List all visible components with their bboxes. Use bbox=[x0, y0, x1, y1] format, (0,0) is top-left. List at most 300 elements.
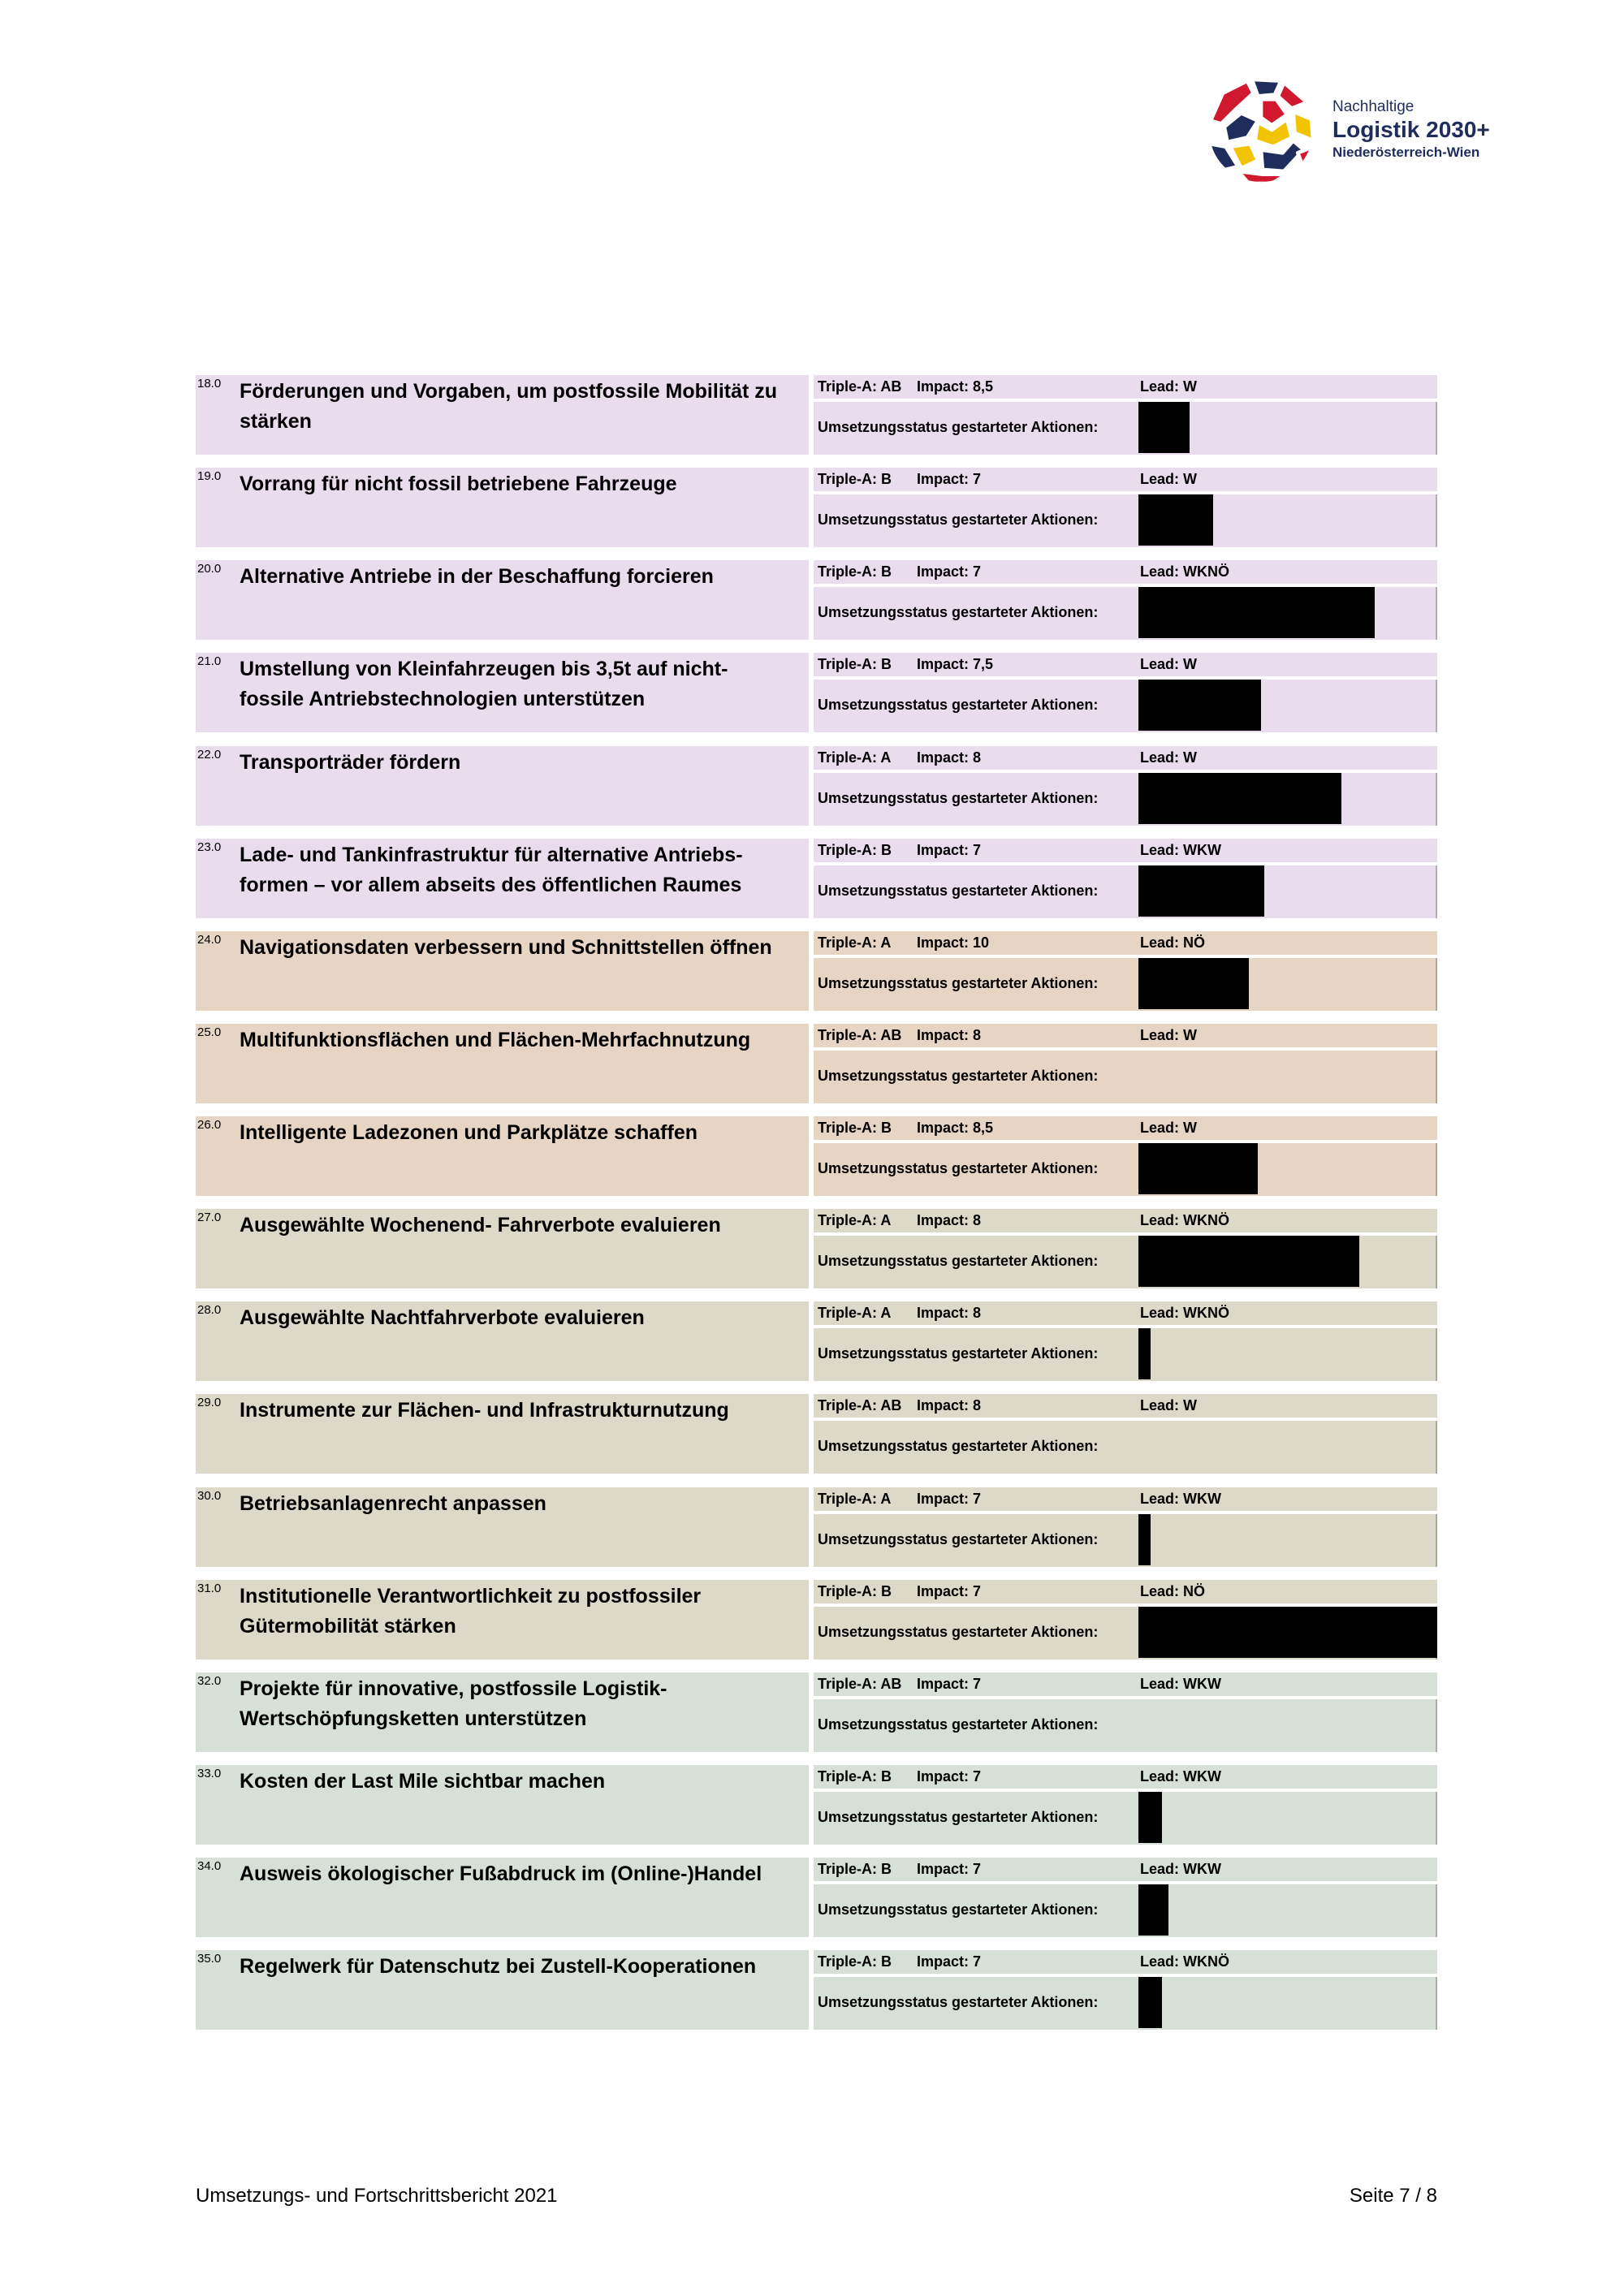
measure-title-cell bbox=[196, 746, 809, 826]
measure-rating-strip bbox=[814, 1301, 1437, 1325]
triple-a-label: Triple-A: bbox=[818, 934, 878, 951]
implementation-status-label: Umsetzungsstatus gestarteter Aktionen: bbox=[818, 697, 1099, 714]
lead-value: WKW bbox=[1183, 1861, 1222, 1877]
impact-value: 7 bbox=[973, 1861, 982, 1877]
lead-label: Lead: bbox=[1140, 1212, 1180, 1229]
impact-value: 7 bbox=[973, 841, 982, 858]
status-bar-track bbox=[1138, 494, 1437, 546]
measure-title-line: Navigationsdaten verbessern und Schnittstellen öffnen bbox=[240, 935, 772, 959]
measure-title-line: Ausgewählte Wochenend- Fahrverbote evaluieren bbox=[240, 1214, 721, 1237]
measure-number: 22.0 bbox=[197, 747, 222, 762]
triple-a-rating bbox=[818, 839, 892, 862]
status-bar-track bbox=[1138, 1328, 1437, 1379]
lead-value: WKNÖ bbox=[1183, 1305, 1230, 1322]
measure-number: 28.0 bbox=[197, 1303, 222, 1318]
measure-title-line: Regelwerk für Datenschutz bei Zustell-Kooperationen bbox=[240, 1955, 757, 1979]
impact-value: 7 bbox=[973, 1767, 982, 1785]
triple-a-value: A bbox=[880, 934, 892, 951]
lead-info bbox=[1140, 468, 1197, 491]
impact-rating bbox=[917, 1024, 981, 1047]
lead-value: W bbox=[1183, 656, 1198, 673]
triple-a-rating bbox=[818, 1116, 892, 1140]
lead-label: Lead: bbox=[1140, 841, 1180, 858]
measure-rating-strip bbox=[814, 839, 1437, 862]
measure-number: 23.0 bbox=[197, 839, 222, 854]
lead-info bbox=[1140, 839, 1221, 862]
impact-value: 8,5 bbox=[973, 1120, 994, 1136]
measure-info-cell bbox=[814, 1487, 1437, 1567]
impact-label: Impact: bbox=[917, 1026, 970, 1043]
measure-row bbox=[196, 1024, 1437, 1103]
implementation-status-cell bbox=[814, 1421, 1437, 1474]
implementation-status-label: Umsetzungsstatus gestarteter Aktionen: bbox=[818, 1808, 1099, 1825]
impact-label: Impact: bbox=[917, 1305, 970, 1322]
impact-label: Impact: bbox=[917, 1675, 970, 1692]
status-bar-track bbox=[1138, 1143, 1437, 1194]
measure-title-cell bbox=[196, 1765, 809, 1845]
measure-title bbox=[240, 654, 728, 714]
measure-row bbox=[196, 1116, 1437, 1196]
lead-value: WKNÖ bbox=[1183, 1953, 1230, 1970]
lead-label: Lead: bbox=[1140, 563, 1180, 580]
measure-title-cell bbox=[196, 1580, 809, 1659]
measure-title-cell bbox=[196, 1394, 809, 1474]
measure-row bbox=[196, 560, 1437, 640]
triple-a-label: Triple-A: bbox=[818, 1305, 878, 1322]
measure-title-line: stärken bbox=[240, 410, 312, 433]
implementation-status-cell bbox=[814, 1328, 1437, 1381]
triple-a-rating bbox=[818, 746, 891, 770]
measure-title-cell bbox=[196, 1116, 809, 1196]
measure-rating-strip bbox=[814, 1672, 1437, 1696]
triple-a-value: B bbox=[881, 656, 892, 673]
lead-info bbox=[1140, 1301, 1229, 1325]
triple-a-rating bbox=[818, 1950, 892, 1974]
footer-page-number: Seite 7 / 8 bbox=[1349, 2185, 1437, 2207]
implementation-status-label: Umsetzungsstatus gestarteter Aktionen: bbox=[818, 1067, 1099, 1084]
impact-value: 8 bbox=[973, 1397, 982, 1414]
measure-row bbox=[196, 1858, 1437, 1937]
measure-rating-strip bbox=[814, 1024, 1437, 1047]
measure-rating-strip bbox=[814, 1394, 1437, 1418]
triple-a-label: Triple-A: bbox=[818, 378, 878, 395]
measure-info-cell bbox=[814, 839, 1437, 918]
measure-rating-strip bbox=[814, 468, 1437, 491]
status-bar bbox=[1138, 1977, 1162, 2028]
status-bar bbox=[1138, 402, 1190, 453]
impact-value: 7 bbox=[973, 563, 982, 580]
impact-rating bbox=[917, 1209, 981, 1232]
measure-title bbox=[240, 562, 714, 592]
impact-rating bbox=[917, 468, 981, 491]
lead-label: Lead: bbox=[1140, 471, 1180, 488]
measure-title-line: fossile Antriebstechnologien unterstützen bbox=[240, 688, 646, 711]
impact-rating bbox=[917, 1487, 981, 1511]
implementation-status-label: Umsetzungsstatus gestarteter Aktionen: bbox=[818, 1716, 1099, 1733]
lead-value: W bbox=[1183, 1397, 1198, 1414]
lead-info bbox=[1140, 1116, 1197, 1140]
triple-a-label: Triple-A: bbox=[818, 841, 878, 858]
implementation-status-cell bbox=[814, 494, 1437, 547]
triple-a-value: A bbox=[880, 1490, 892, 1507]
lead-info bbox=[1140, 746, 1197, 770]
lead-info bbox=[1140, 1024, 1197, 1047]
measure-title-line: Transporträder fördern bbox=[240, 750, 461, 774]
measure-title-cell bbox=[196, 839, 809, 918]
impact-rating bbox=[917, 375, 993, 399]
lead-info bbox=[1140, 1394, 1197, 1418]
impact-rating bbox=[917, 1765, 981, 1789]
measure-title-line: Wertschöpfungsketten unterstützen bbox=[240, 1707, 587, 1730]
triple-a-label: Triple-A: bbox=[818, 1120, 878, 1136]
measure-title-line: Gütermobilität stärken bbox=[240, 1614, 456, 1638]
impact-value: 7 bbox=[973, 1490, 982, 1507]
impact-value: 10 bbox=[973, 934, 990, 951]
triple-a-rating bbox=[818, 1487, 891, 1511]
implementation-status-label: Umsetzungsstatus gestarteter Aktionen: bbox=[818, 1160, 1099, 1176]
measure-title-line: Institutionelle Verantwortlichkeit zu postfossiler bbox=[240, 1584, 702, 1608]
implementation-status-label: Umsetzungsstatus gestarteter Aktionen: bbox=[818, 1345, 1099, 1362]
measure-info-cell bbox=[814, 746, 1437, 826]
triple-a-rating bbox=[818, 931, 891, 955]
measure-number: 35.0 bbox=[197, 1952, 222, 1966]
status-bar-track bbox=[1138, 865, 1437, 917]
triple-a-value: B bbox=[881, 1861, 892, 1877]
measure-info-cell bbox=[814, 1858, 1437, 1937]
measure-number: 20.0 bbox=[197, 562, 222, 576]
triple-a-value: A bbox=[880, 1305, 892, 1322]
triple-a-value: B bbox=[881, 1767, 892, 1785]
measure-number: 31.0 bbox=[197, 1581, 222, 1595]
lead-label: Lead: bbox=[1140, 1120, 1180, 1136]
measure-rating-strip bbox=[814, 653, 1437, 676]
measure-title bbox=[240, 1211, 721, 1241]
lead-info bbox=[1140, 560, 1229, 584]
triple-a-label: Triple-A: bbox=[818, 1212, 878, 1229]
measure-info-cell bbox=[814, 560, 1437, 640]
triple-a-rating bbox=[818, 560, 892, 584]
measure-rating-strip bbox=[814, 1950, 1437, 1974]
triple-a-value: AB bbox=[880, 1397, 902, 1414]
measure-rating-strip bbox=[814, 1116, 1437, 1140]
lead-value: WKW bbox=[1183, 1767, 1222, 1785]
logo-emblem bbox=[1207, 76, 1315, 183]
implementation-status-cell bbox=[814, 1699, 1437, 1752]
measure-title-line: Betriebsanlagenrecht anpassen bbox=[240, 1491, 546, 1515]
measure-rating-strip bbox=[814, 1580, 1437, 1603]
logo-segment bbox=[1294, 111, 1314, 140]
measure-title-line: Instrumente zur Flächen- und Infrastrukturnutzung bbox=[240, 1399, 729, 1422]
impact-label: Impact: bbox=[917, 1953, 970, 1970]
measure-title-line: Vorrang für nicht fossil betriebene Fahrzeuge bbox=[240, 473, 677, 496]
measure-rating-strip bbox=[814, 1765, 1437, 1789]
lead-value: WKW bbox=[1183, 1675, 1222, 1692]
triple-a-label: Triple-A: bbox=[818, 749, 878, 766]
impact-rating bbox=[917, 1580, 981, 1603]
impact-rating bbox=[917, 653, 993, 676]
status-bar-track bbox=[1138, 1977, 1437, 2028]
measure-title-line: Ausgewählte Nachtfahrverbote evaluieren bbox=[240, 1306, 645, 1330]
measure-number: 21.0 bbox=[197, 654, 222, 669]
measure-title bbox=[240, 1396, 729, 1426]
lead-value: W bbox=[1183, 749, 1198, 766]
measure-row bbox=[196, 931, 1437, 1011]
triple-a-rating bbox=[818, 375, 901, 399]
impact-value: 8 bbox=[973, 1212, 982, 1229]
lead-value: WKNÖ bbox=[1183, 563, 1230, 580]
lead-label: Lead: bbox=[1140, 378, 1180, 395]
measure-rating-strip bbox=[814, 560, 1437, 584]
triple-a-label: Triple-A: bbox=[818, 1397, 878, 1414]
measure-title bbox=[240, 469, 677, 499]
logo-segment bbox=[1252, 80, 1281, 97]
impact-label: Impact: bbox=[917, 1397, 970, 1414]
triple-a-rating bbox=[818, 653, 892, 676]
measure-title-cell bbox=[196, 560, 809, 640]
impact-value: 8 bbox=[973, 1026, 982, 1043]
status-bar-track bbox=[1138, 680, 1437, 731]
triple-a-value: AB bbox=[880, 1675, 902, 1692]
measure-title-cell bbox=[196, 1301, 809, 1381]
measure-info-cell bbox=[814, 468, 1437, 547]
status-bar-track bbox=[1138, 1607, 1437, 1658]
measure-number: 33.0 bbox=[197, 1766, 222, 1780]
status-bar bbox=[1138, 587, 1375, 638]
implementation-status-label: Umsetzungsstatus gestarteter Aktionen: bbox=[818, 1994, 1099, 2011]
status-bar bbox=[1138, 680, 1261, 731]
lead-info bbox=[1140, 1672, 1221, 1696]
measure-title-cell bbox=[196, 468, 809, 547]
triple-a-value: B bbox=[881, 1582, 892, 1599]
measure-title bbox=[240, 1952, 756, 1982]
lead-value: W bbox=[1183, 471, 1198, 488]
status-bar bbox=[1138, 1328, 1151, 1379]
measure-rating-strip bbox=[814, 1487, 1437, 1511]
status-bar bbox=[1138, 958, 1249, 1009]
measure-rating-strip bbox=[814, 375, 1437, 399]
triple-a-value: B bbox=[881, 841, 892, 858]
impact-label: Impact: bbox=[917, 1767, 970, 1785]
measure-info-cell bbox=[814, 1580, 1437, 1659]
measure-title bbox=[240, 1674, 667, 1734]
measure-title-cell bbox=[196, 1950, 809, 2030]
triple-a-label: Triple-A: bbox=[818, 1675, 878, 1692]
implementation-status-cell bbox=[814, 1607, 1437, 1659]
impact-value: 7 bbox=[973, 1582, 982, 1599]
lead-label: Lead: bbox=[1140, 1953, 1180, 1970]
implementation-status-cell bbox=[814, 958, 1437, 1011]
measure-row bbox=[196, 839, 1437, 918]
impact-value: 8,5 bbox=[973, 378, 994, 395]
measure-title-cell bbox=[196, 1209, 809, 1288]
measure-rating-strip bbox=[814, 1858, 1437, 1881]
impact-rating bbox=[917, 746, 981, 770]
lead-info bbox=[1140, 653, 1197, 676]
measure-title bbox=[240, 1303, 645, 1333]
impact-value: 7 bbox=[973, 1675, 982, 1692]
measure-title-line: Förderungen und Vorgaben, um postfossile Mobilität zu bbox=[240, 380, 778, 403]
implementation-status-label: Umsetzungsstatus gestarteter Aktionen: bbox=[818, 511, 1099, 529]
logo-text-region: Niederösterreich-Wien bbox=[1332, 145, 1480, 160]
measure-info-cell bbox=[814, 1209, 1437, 1288]
status-bar bbox=[1138, 1884, 1168, 1936]
impact-label: Impact: bbox=[917, 656, 970, 673]
measure-title-line: Intelligente Ladezonen und Parkplätze schaffen bbox=[240, 1121, 698, 1144]
triple-a-rating bbox=[818, 1672, 901, 1696]
triple-a-rating bbox=[818, 1858, 892, 1881]
measure-row bbox=[196, 1487, 1437, 1567]
implementation-status-cell bbox=[814, 1236, 1437, 1288]
triple-a-label: Triple-A: bbox=[818, 1861, 878, 1877]
implementation-status-label: Umsetzungsstatus gestarteter Aktionen: bbox=[818, 419, 1099, 435]
status-bar-track bbox=[1138, 1421, 1437, 1472]
measure-title bbox=[240, 1859, 762, 1889]
measure-number: 26.0 bbox=[197, 1118, 222, 1132]
triple-a-label: Triple-A: bbox=[818, 1490, 878, 1507]
measure-info-cell bbox=[814, 653, 1437, 732]
measure-title bbox=[240, 933, 772, 963]
triple-a-label: Triple-A: bbox=[818, 1953, 878, 1970]
measure-number: 24.0 bbox=[197, 932, 222, 947]
status-bar bbox=[1138, 773, 1341, 824]
status-bar bbox=[1138, 865, 1264, 917]
triple-a-label: Triple-A: bbox=[818, 471, 878, 488]
measure-number: 19.0 bbox=[197, 469, 222, 484]
lead-label: Lead: bbox=[1140, 749, 1180, 766]
measure-row bbox=[196, 1301, 1437, 1381]
impact-rating bbox=[917, 1394, 981, 1418]
impact-label: Impact: bbox=[917, 749, 970, 766]
logo-segment bbox=[1298, 147, 1313, 170]
measure-number: 27.0 bbox=[197, 1211, 222, 1225]
lead-label: Lead: bbox=[1140, 1767, 1180, 1785]
lead-value: W bbox=[1183, 1026, 1198, 1043]
measure-info-cell bbox=[814, 1950, 1437, 2030]
measure-title bbox=[240, 1582, 701, 1642]
triple-a-label: Triple-A: bbox=[818, 1582, 878, 1599]
lead-value: W bbox=[1183, 378, 1198, 395]
measure-title bbox=[240, 840, 743, 900]
lead-label: Lead: bbox=[1140, 1861, 1180, 1877]
impact-rating bbox=[917, 1116, 993, 1140]
measure-info-cell bbox=[814, 1301, 1437, 1381]
measure-title-cell bbox=[196, 1672, 809, 1752]
lead-label: Lead: bbox=[1140, 1397, 1180, 1414]
lead-value: WKW bbox=[1183, 841, 1222, 858]
measure-row bbox=[196, 746, 1437, 826]
lead-info bbox=[1140, 1858, 1221, 1881]
triple-a-rating bbox=[818, 1394, 901, 1418]
measure-title bbox=[240, 377, 777, 437]
lead-info bbox=[1140, 1580, 1205, 1603]
impact-label: Impact: bbox=[917, 1120, 970, 1136]
lead-label: Lead: bbox=[1140, 1490, 1180, 1507]
triple-a-value: B bbox=[881, 563, 892, 580]
implementation-status-label: Umsetzungsstatus gestarteter Aktionen: bbox=[818, 1253, 1099, 1270]
measure-number: 29.0 bbox=[197, 1396, 222, 1410]
impact-label: Impact: bbox=[917, 1490, 970, 1507]
logo-text-main: Logistik 2030+ bbox=[1332, 117, 1490, 142]
measure-title-cell bbox=[196, 375, 809, 455]
measure-title-cell bbox=[196, 1487, 809, 1567]
measure-title-line: Ausweis ökologischer Fußabdruck im (Online-)Handel bbox=[240, 1862, 762, 1885]
implementation-status-cell bbox=[814, 865, 1437, 918]
triple-a-rating bbox=[818, 468, 892, 491]
measure-row bbox=[196, 1209, 1437, 1288]
status-bar bbox=[1138, 494, 1213, 546]
status-bar-track bbox=[1138, 1236, 1437, 1287]
measure-title-line: formen – vor allem abseits des öffentlichen Raumes bbox=[240, 873, 742, 896]
status-bar bbox=[1138, 1236, 1359, 1287]
triple-a-rating bbox=[818, 1209, 891, 1232]
impact-label: Impact: bbox=[917, 1212, 970, 1229]
lead-value: NÖ bbox=[1183, 934, 1206, 951]
impact-rating bbox=[917, 839, 981, 862]
impact-value: 8 bbox=[973, 749, 982, 766]
lead-info bbox=[1140, 1487, 1221, 1511]
impact-value: 7 bbox=[973, 471, 982, 488]
implementation-status-cell bbox=[814, 1792, 1437, 1845]
triple-a-label: Triple-A: bbox=[818, 656, 878, 673]
logo-segment bbox=[1238, 171, 1287, 183]
measure-number: 32.0 bbox=[197, 1673, 222, 1688]
impact-rating bbox=[917, 1858, 981, 1881]
lead-label: Lead: bbox=[1140, 1305, 1180, 1322]
implementation-status-cell bbox=[814, 1977, 1437, 2030]
implementation-status-label: Umsetzungsstatus gestarteter Aktionen: bbox=[818, 882, 1099, 899]
measure-info-cell bbox=[814, 375, 1437, 455]
triple-a-rating bbox=[818, 1024, 901, 1047]
impact-label: Impact: bbox=[917, 934, 970, 951]
measure-title-line: Lade- und Tankinfrastruktur für alternative Antriebs- bbox=[240, 843, 743, 866]
measure-row bbox=[196, 468, 1437, 547]
implementation-status-label: Umsetzungsstatus gestarteter Aktionen: bbox=[818, 1438, 1099, 1455]
impact-label: Impact: bbox=[917, 563, 970, 580]
measure-title-line: Alternative Antriebe in der Beschaffung forcieren bbox=[240, 565, 714, 589]
measure-title bbox=[240, 1489, 546, 1519]
impact-value: 7 bbox=[973, 1953, 982, 1970]
logo-text-top: Nachhaltige bbox=[1332, 98, 1415, 115]
implementation-status-cell bbox=[814, 1051, 1437, 1103]
measure-title-line: Multifunktionsflächen und Flächen-Mehrfachnutzung bbox=[240, 1028, 751, 1051]
footer-report-title: Umsetzungs- und Fortschrittsbericht 2021 bbox=[196, 2185, 558, 2207]
lead-label: Lead: bbox=[1140, 656, 1180, 673]
triple-a-rating bbox=[818, 1580, 892, 1603]
implementation-status-label: Umsetzungsstatus gestarteter Aktionen: bbox=[818, 1901, 1099, 1918]
lead-label: Lead: bbox=[1140, 1675, 1180, 1692]
status-bar-track bbox=[1138, 1792, 1437, 1843]
lead-info bbox=[1140, 375, 1197, 399]
status-bar-track bbox=[1138, 958, 1437, 1009]
lead-label: Lead: bbox=[1140, 1026, 1180, 1043]
lead-info bbox=[1140, 1209, 1229, 1232]
measure-rating-strip bbox=[814, 746, 1437, 770]
measure-row bbox=[196, 1672, 1437, 1752]
measure-info-cell bbox=[814, 1024, 1437, 1103]
implementation-status-cell bbox=[814, 1514, 1437, 1567]
measure-number: 25.0 bbox=[197, 1025, 222, 1039]
measure-title-cell bbox=[196, 653, 809, 732]
measure-title-line: Projekte für innovative, postfossile Logistik- bbox=[240, 1677, 667, 1700]
impact-rating bbox=[917, 1672, 981, 1696]
status-bar-track bbox=[1138, 773, 1437, 824]
triple-a-label: Triple-A: bbox=[818, 1026, 878, 1043]
measure-title bbox=[240, 1025, 750, 1055]
lead-value: NÖ bbox=[1183, 1582, 1206, 1599]
measure-title-cell bbox=[196, 931, 809, 1011]
implementation-status-cell bbox=[814, 402, 1437, 455]
status-bar-track bbox=[1138, 1884, 1437, 1936]
